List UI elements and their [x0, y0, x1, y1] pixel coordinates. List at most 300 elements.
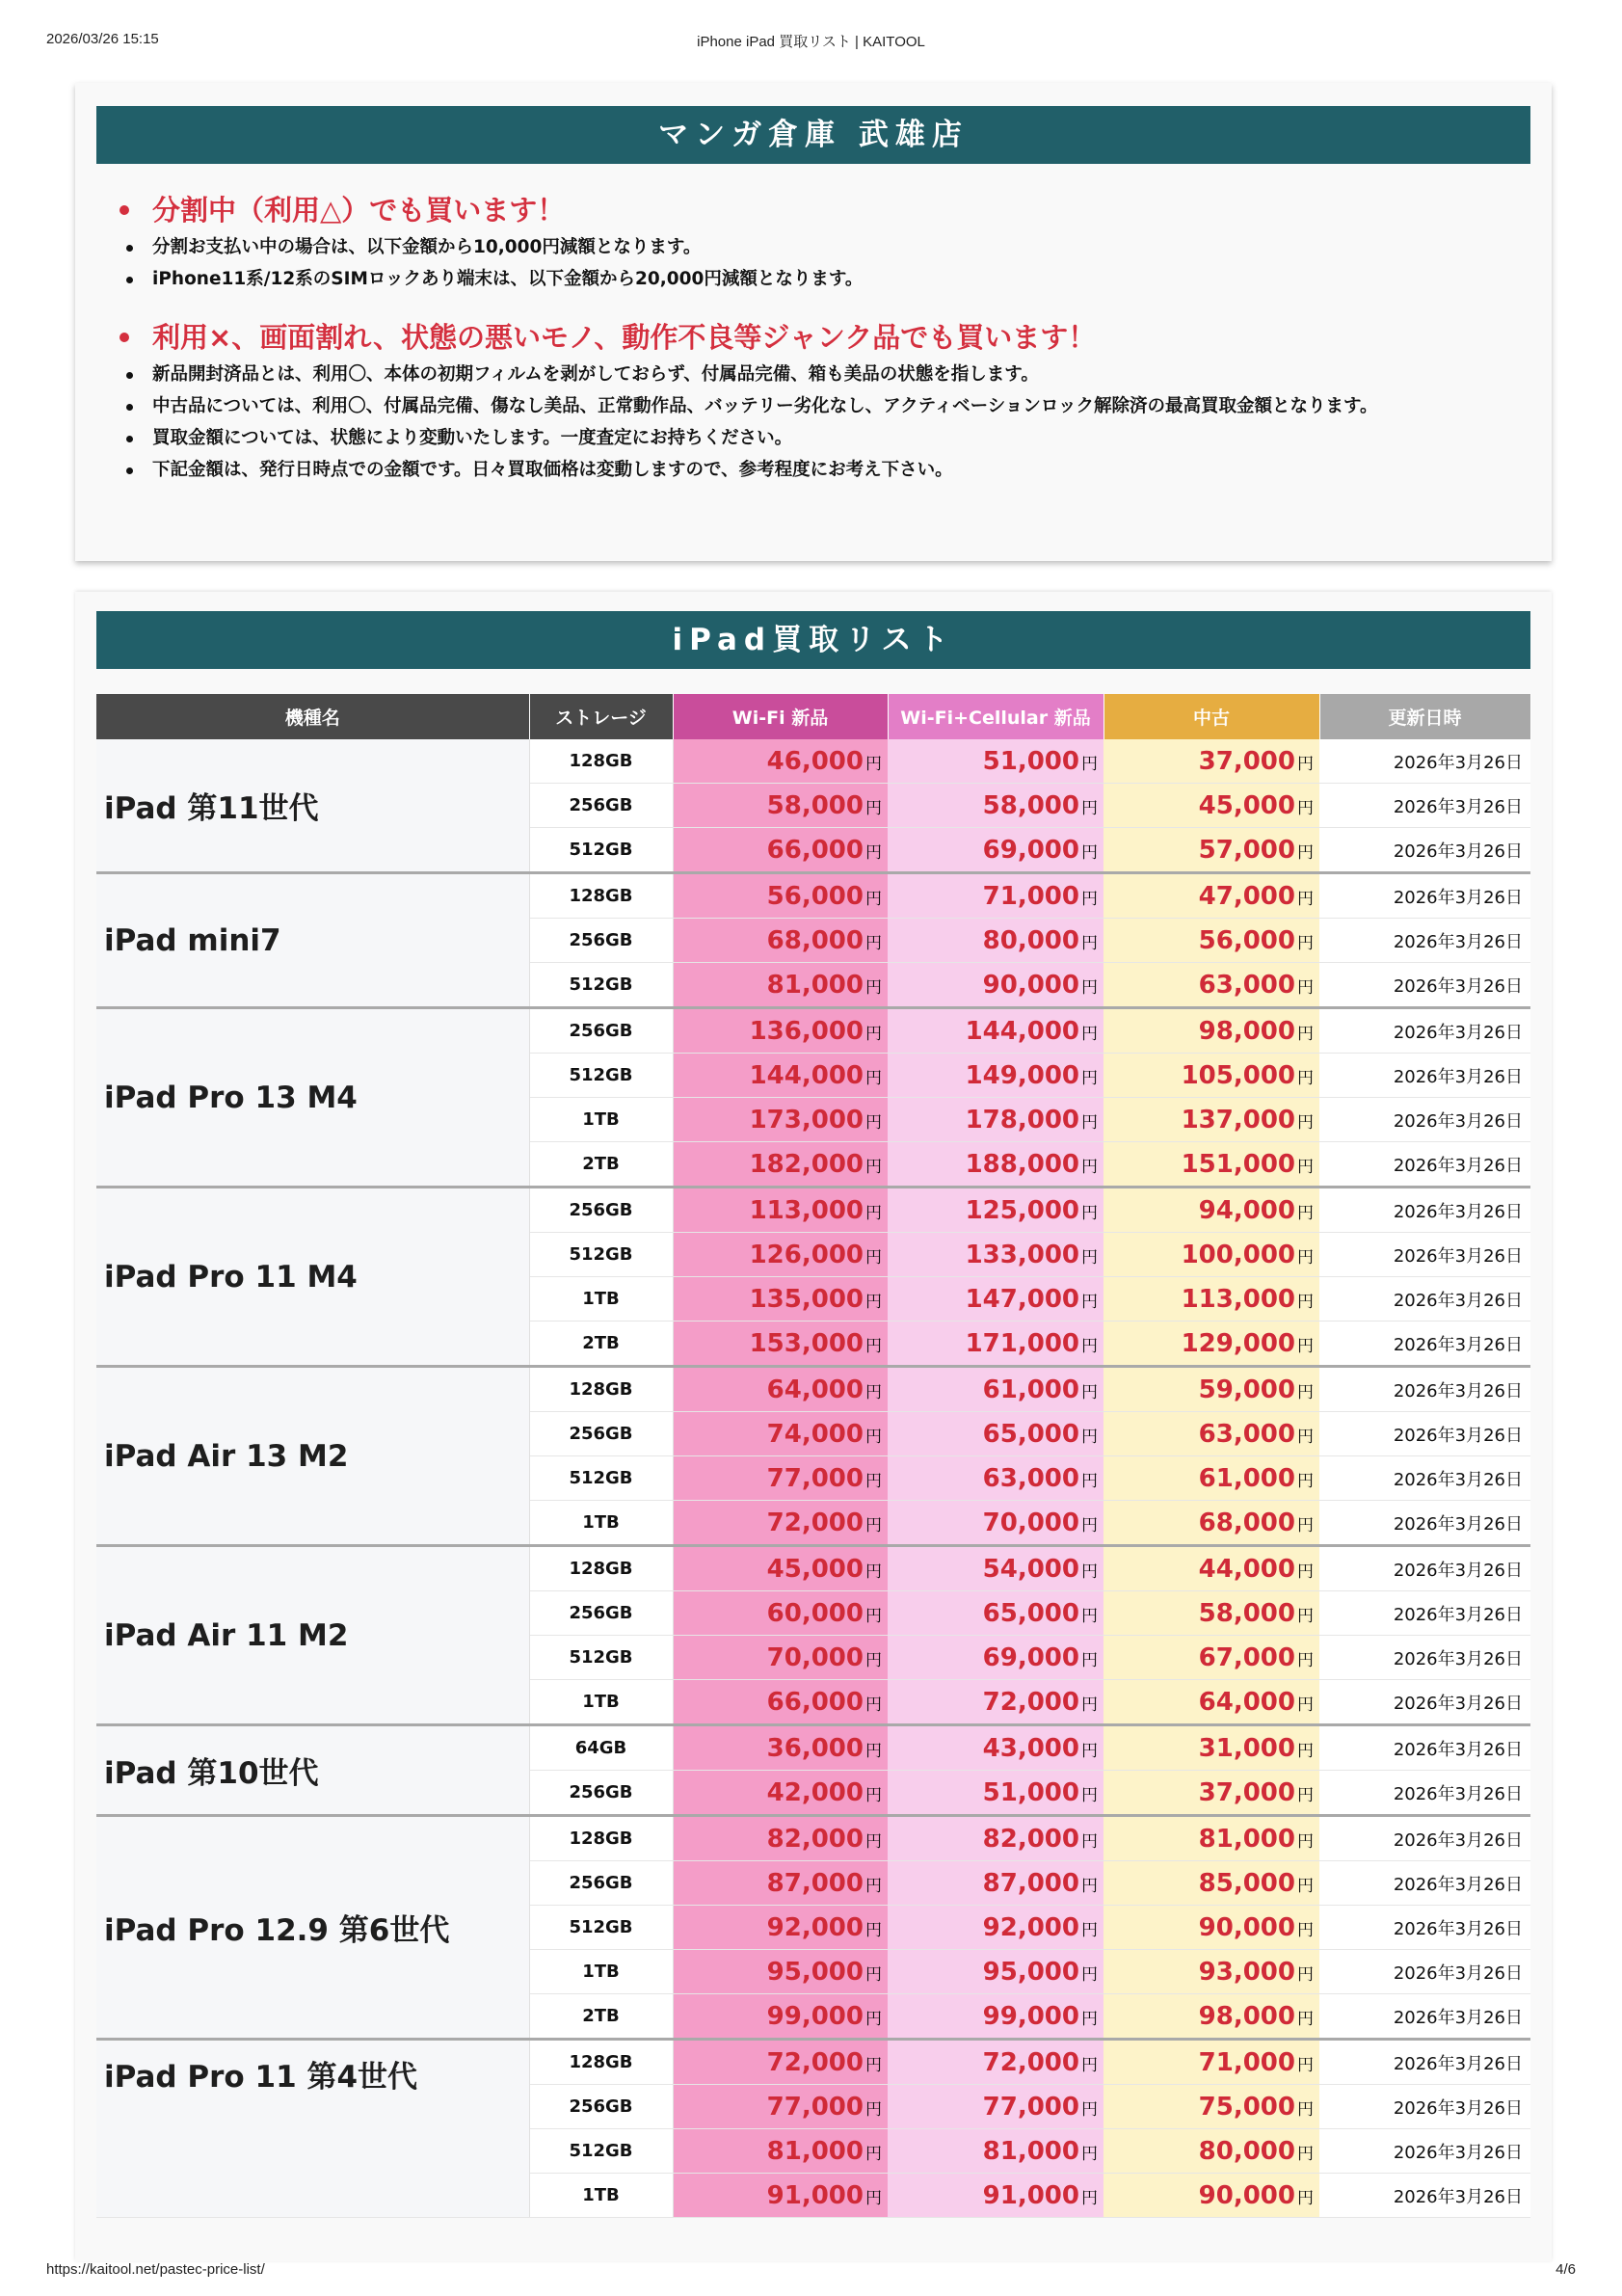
storage-capacity: 256GB	[529, 784, 673, 828]
cellular-new-price	[888, 2085, 1103, 2129]
currency-unit: 円	[865, 977, 882, 998]
wifi-new-price	[673, 1188, 888, 1233]
price-value: 92,000	[982, 1912, 1079, 1942]
currency-unit: 円	[1297, 1964, 1314, 1985]
cellular-new-price	[888, 1725, 1103, 1771]
currency-unit: 円	[1297, 842, 1314, 863]
currency-unit: 円	[1081, 754, 1098, 774]
price-value: 94,000	[1198, 1195, 1295, 1225]
currency-unit: 円	[1081, 2099, 1098, 2120]
used-price	[1103, 1098, 1319, 1142]
currency-unit: 円	[1297, 1112, 1314, 1133]
price-value: 149,000	[965, 1060, 1079, 1090]
storage-capacity: 2TB	[529, 1142, 673, 1188]
table-row	[96, 1367, 1530, 1412]
storage-capacity: 512GB	[529, 1906, 673, 1950]
price-value: 58,000	[766, 790, 864, 820]
price-value: 178,000	[965, 1105, 1079, 1135]
storage-capacity: 256GB	[529, 1412, 673, 1456]
price-value: 133,000	[965, 1240, 1079, 1269]
currency-unit: 円	[1081, 1785, 1098, 1805]
cellular-new-price	[888, 1412, 1103, 1456]
price-value: 95,000	[766, 1957, 864, 1987]
used-price	[1103, 2040, 1319, 2085]
storage-capacity: 256GB	[529, 1008, 673, 1054]
used-price	[1103, 1725, 1319, 1771]
used-price	[1103, 1950, 1319, 1994]
price-value: 182,000	[749, 1149, 864, 1179]
storage-capacity: 256GB	[529, 1188, 673, 1233]
currency-unit: 円	[865, 1247, 882, 1268]
price-value: 81,000	[766, 970, 864, 1000]
price-value: 135,000	[749, 1284, 864, 1314]
cellular-new-price	[888, 1994, 1103, 2040]
price-value: 58,000	[1198, 1598, 1295, 1628]
currency-unit: 円	[1297, 933, 1314, 953]
storage-capacity: 256GB	[529, 1771, 673, 1816]
storage-capacity: 256GB	[529, 1861, 673, 1906]
model-name: iPad mini7	[96, 873, 529, 1008]
used-price	[1103, 2129, 1319, 2174]
wifi-new-price	[673, 1861, 888, 1906]
wifi-new-price	[673, 1098, 888, 1142]
price-value: 82,000	[766, 1824, 864, 1854]
price-value: 151,000	[1181, 1149, 1295, 1179]
ipad-list-heading: iPad買取リスト	[96, 611, 1530, 669]
cellular-new-price	[888, 1950, 1103, 1994]
price-value: 90,000	[1198, 1912, 1295, 1942]
storage-capacity: 256GB	[529, 1591, 673, 1636]
wifi-new-price	[673, 1771, 888, 1816]
price-value: 80,000	[1198, 2136, 1295, 2166]
currency-unit: 円	[865, 1785, 882, 1805]
currency-unit: 円	[1081, 1650, 1098, 1670]
wifi-new-price	[673, 784, 888, 828]
price-value: 68,000	[1198, 1508, 1295, 1537]
storage-capacity: 1TB	[529, 2174, 673, 2218]
cellular-new-price	[888, 1501, 1103, 1546]
storage-capacity: 256GB	[529, 2085, 673, 2129]
updated-date: 2026年3月26日	[1319, 784, 1530, 828]
used-price	[1103, 739, 1319, 784]
used-price	[1103, 784, 1319, 828]
updated-date: 2026年3月26日	[1319, 2129, 1530, 2174]
price-value: 37,000	[1198, 1777, 1295, 1807]
cellular-new-price	[888, 919, 1103, 963]
currency-unit: 円	[1081, 1562, 1098, 1582]
price-value: 71,000	[1198, 2047, 1295, 2077]
storage-capacity: 512GB	[529, 828, 673, 873]
model-name: iPad 第11世代	[96, 739, 529, 873]
currency-unit: 円	[1081, 1427, 1098, 1447]
cellular-new-price	[888, 1233, 1103, 1277]
currency-unit: 円	[865, 1427, 882, 1447]
price-value: 98,000	[1198, 1016, 1295, 1046]
header-cellular-new: Wi-Fi+Cellular 新品	[888, 694, 1103, 739]
header-wifi-new: Wi-Fi 新品	[673, 694, 888, 739]
updated-date: 2026年3月26日	[1319, 1771, 1530, 1816]
currency-unit: 円	[1081, 1247, 1098, 1268]
store-name-heading: マンガ倉庫 武雄店	[96, 106, 1530, 164]
cellular-new-price	[888, 1277, 1103, 1322]
cellular-new-price	[888, 1098, 1103, 1142]
storage-capacity: 2TB	[529, 1322, 673, 1367]
price-value: 51,000	[982, 746, 1079, 776]
updated-date: 2026年3月26日	[1319, 1636, 1530, 1680]
price-value: 61,000	[1198, 1463, 1295, 1493]
price-value: 144,000	[965, 1016, 1079, 1046]
cellular-new-price	[888, 2040, 1103, 2085]
model-name: iPad Pro 11 第4世代	[96, 2040, 529, 2218]
currency-unit: 円	[1297, 1741, 1314, 1761]
storage-capacity: 128GB	[529, 873, 673, 919]
note-item: 新品開封済品とは、利用〇、本体の初期フィルムを剥がしておらず、付属品完備、箱も美品の状態を指します。	[96, 359, 1532, 390]
table-row	[96, 873, 1530, 919]
currency-unit: 円	[1081, 2055, 1098, 2075]
updated-date: 2026年3月26日	[1319, 1725, 1530, 1771]
used-price	[1103, 1277, 1319, 1322]
price-value: 77,000	[982, 2092, 1079, 2122]
price-value: 98,000	[1198, 2001, 1295, 2031]
price-value: 90,000	[1198, 2180, 1295, 2210]
currency-unit: 円	[1081, 1112, 1098, 1133]
currency-unit: 円	[865, 1562, 882, 1582]
wifi-new-price	[673, 2040, 888, 2085]
updated-date: 2026年3月26日	[1319, 1591, 1530, 1636]
price-value: 188,000	[965, 1149, 1079, 1179]
header-used: 中古	[1103, 694, 1319, 739]
currency-unit: 円	[865, 1964, 882, 1985]
currency-unit: 円	[1297, 1695, 1314, 1715]
cellular-new-price	[888, 1546, 1103, 1591]
price-value: 91,000	[982, 2180, 1079, 2210]
price-value: 64,000	[1198, 1687, 1295, 1717]
price-value: 63,000	[982, 1463, 1079, 1493]
wifi-new-price	[673, 1546, 888, 1591]
price-value: 99,000	[766, 2001, 864, 2031]
currency-unit: 円	[865, 2144, 882, 2164]
price-value: 66,000	[766, 1687, 864, 1717]
price-value: 72,000	[982, 2047, 1079, 2077]
currency-unit: 円	[865, 1831, 882, 1852]
currency-unit: 円	[1297, 754, 1314, 774]
currency-unit: 円	[865, 1741, 882, 1761]
currency-unit: 円	[1297, 889, 1314, 909]
used-price	[1103, 1501, 1319, 1546]
cellular-new-price	[888, 1816, 1103, 1861]
currency-unit: 円	[1297, 1471, 1314, 1491]
updated-date: 2026年3月26日	[1319, 873, 1530, 919]
currency-unit: 円	[1081, 842, 1098, 863]
wifi-new-price	[673, 1725, 888, 1771]
updated-date: 2026年3月26日	[1319, 1277, 1530, 1322]
storage-capacity: 128GB	[529, 1367, 673, 1412]
updated-date: 2026年3月26日	[1319, 1861, 1530, 1906]
currency-unit: 円	[1081, 1203, 1098, 1223]
currency-unit: 円	[865, 2055, 882, 2075]
price-value: 75,000	[1198, 2092, 1295, 2122]
wifi-new-price	[673, 2085, 888, 2129]
used-price	[1103, 1636, 1319, 1680]
cellular-new-price	[888, 1591, 1103, 1636]
cellular-new-price	[888, 828, 1103, 873]
used-price	[1103, 1054, 1319, 1098]
currency-unit: 円	[1081, 1695, 1098, 1715]
wifi-new-price	[673, 1591, 888, 1636]
cellular-new-price	[888, 873, 1103, 919]
currency-unit: 円	[865, 1876, 882, 1896]
wifi-new-price	[673, 828, 888, 873]
currency-unit: 円	[865, 2099, 882, 2120]
currency-unit: 円	[1297, 1068, 1314, 1088]
updated-date: 2026年3月26日	[1319, 2040, 1530, 2085]
used-price	[1103, 1591, 1319, 1636]
updated-date: 2026年3月26日	[1319, 1680, 1530, 1725]
price-value: 92,000	[766, 1912, 864, 1942]
price-value: 63,000	[1198, 1419, 1295, 1449]
updated-date: 2026年3月26日	[1319, 1994, 1530, 2040]
currency-unit: 円	[1081, 2188, 1098, 2208]
model-name: iPad Pro 11 M4	[96, 1188, 529, 1367]
storage-capacity: 512GB	[529, 1054, 673, 1098]
wifi-new-price	[673, 1906, 888, 1950]
print-url: https://kaitool.net/pastec-price-list/	[46, 2261, 265, 2278]
currency-unit: 円	[1297, 1247, 1314, 1268]
currency-unit: 円	[1081, 933, 1098, 953]
storage-capacity: 256GB	[529, 919, 673, 963]
price-value: 81,000	[982, 2136, 1079, 2166]
note-item: 買取金額については、状態により変動いたします。一度査定にお持ちください。	[96, 422, 1532, 454]
wifi-new-price	[673, 1142, 888, 1188]
currency-unit: 円	[1297, 2188, 1314, 2208]
updated-date: 2026年3月26日	[1319, 739, 1530, 784]
price-value: 65,000	[982, 1419, 1079, 1449]
used-price	[1103, 1233, 1319, 1277]
currency-unit: 円	[1297, 1876, 1314, 1896]
price-value: 171,000	[965, 1328, 1079, 1358]
currency-unit: 円	[1081, 1831, 1098, 1852]
wifi-new-price	[673, 1322, 888, 1367]
price-value: 147,000	[965, 1284, 1079, 1314]
print-title: iPhone iPad 買取リスト | KAITOOL	[697, 34, 925, 50]
price-value: 81,000	[766, 2136, 864, 2166]
price-value: 77,000	[766, 1463, 864, 1493]
used-price	[1103, 963, 1319, 1008]
price-value: 45,000	[1198, 790, 1295, 820]
price-value: 61,000	[982, 1375, 1079, 1404]
note-item: 中古品については、利用〇、付属品完備、傷なし美品、正常動作品、バッテリー劣化なし、アクティベーションロック解除済の最高買取金額となります。	[96, 390, 1532, 422]
ipad-price-panel	[75, 592, 1552, 2261]
updated-date: 2026年3月26日	[1319, 1456, 1530, 1501]
price-value: 65,000	[982, 1598, 1079, 1628]
currency-unit: 円	[865, 933, 882, 953]
currency-unit: 円	[865, 1650, 882, 1670]
currency-unit: 円	[865, 2188, 882, 2208]
price-value: 36,000	[766, 1733, 864, 1763]
currency-unit: 円	[1081, 977, 1098, 998]
currency-unit: 円	[1297, 1024, 1314, 1044]
currency-unit: 円	[1297, 1606, 1314, 1626]
updated-date: 2026年3月26日	[1319, 1188, 1530, 1233]
currency-unit: 円	[1297, 798, 1314, 818]
price-value: 113,000	[749, 1195, 864, 1225]
price-value: 87,000	[982, 1868, 1079, 1898]
price-value: 70,000	[982, 1508, 1079, 1537]
currency-unit: 円	[1081, 1964, 1098, 1985]
price-value: 81,000	[1198, 1824, 1295, 1854]
updated-date: 2026年3月26日	[1319, 1054, 1530, 1098]
cellular-new-price	[888, 1142, 1103, 1188]
currency-unit: 円	[865, 1068, 882, 1088]
cellular-new-price	[888, 739, 1103, 784]
cellular-new-price	[888, 1367, 1103, 1412]
currency-unit: 円	[1297, 1920, 1314, 1940]
storage-capacity: 1TB	[529, 1680, 673, 1725]
storage-capacity: 512GB	[529, 2129, 673, 2174]
price-value: 105,000	[1181, 1060, 1295, 1090]
updated-date: 2026年3月26日	[1319, 828, 1530, 873]
wifi-new-price	[673, 1680, 888, 1725]
used-price	[1103, 1771, 1319, 1816]
price-value: 82,000	[982, 1824, 1079, 1854]
currency-unit: 円	[1297, 2009, 1314, 2029]
cellular-new-price	[888, 1636, 1103, 1680]
updated-date: 2026年3月26日	[1319, 2174, 1530, 2218]
print-datetime: 2026/03/26 15:15	[46, 31, 159, 47]
currency-unit: 円	[865, 1695, 882, 1715]
updated-date: 2026年3月26日	[1319, 1142, 1530, 1188]
price-value: 64,000	[766, 1375, 864, 1404]
price-value: 87,000	[766, 1868, 864, 1898]
currency-unit: 円	[1081, 2009, 1098, 2029]
wifi-new-price	[673, 2129, 888, 2174]
currency-unit: 円	[1297, 1562, 1314, 1582]
cellular-new-price	[888, 1771, 1103, 1816]
storage-capacity: 2TB	[529, 1994, 673, 2040]
used-price	[1103, 1994, 1319, 2040]
updated-date: 2026年3月26日	[1319, 1233, 1530, 1277]
currency-unit: 円	[865, 1515, 882, 1535]
wifi-new-price	[673, 1636, 888, 1680]
storage-capacity: 128GB	[529, 1816, 673, 1861]
used-price	[1103, 1188, 1319, 1233]
ipad-price-table	[96, 694, 1531, 2218]
currency-unit: 円	[865, 1336, 882, 1356]
note-item: 分割お支払い中の場合は、以下金額から10,000円減額となります。	[96, 231, 1532, 263]
price-value: 136,000	[749, 1016, 864, 1046]
table-row	[96, 1816, 1530, 1861]
updated-date: 2026年3月26日	[1319, 1008, 1530, 1054]
price-value: 137,000	[1181, 1105, 1295, 1135]
used-price	[1103, 919, 1319, 963]
cellular-new-price	[888, 1188, 1103, 1233]
price-value: 129,000	[1181, 1328, 1295, 1358]
price-value: 46,000	[766, 746, 864, 776]
cellular-new-price	[888, 784, 1103, 828]
updated-date: 2026年3月26日	[1319, 1950, 1530, 1994]
storage-capacity: 1TB	[529, 1098, 673, 1142]
price-value: 71,000	[982, 881, 1079, 911]
used-price	[1103, 1456, 1319, 1501]
wifi-new-price	[673, 1816, 888, 1861]
wifi-new-price	[673, 2174, 888, 2218]
storage-capacity: 1TB	[529, 1950, 673, 1994]
table-row	[96, 1008, 1530, 1054]
updated-date: 2026年3月26日	[1319, 1906, 1530, 1950]
wifi-new-price	[673, 963, 888, 1008]
note-item: iPhone11系/12系のSIMロックあり端末は、以下金額から20,000円減額となります。	[96, 263, 1532, 295]
header-updated: 更新日時	[1319, 694, 1530, 739]
currency-unit: 円	[865, 798, 882, 818]
storage-capacity: 512GB	[529, 1456, 673, 1501]
price-value: 69,000	[982, 835, 1079, 865]
purchase-notes-list	[96, 189, 1532, 486]
model-name: iPad Pro 13 M4	[96, 1008, 529, 1188]
wifi-new-price	[673, 1950, 888, 1994]
updated-date: 2026年3月26日	[1319, 919, 1530, 963]
cellular-new-price	[888, 1322, 1103, 1367]
storage-capacity: 1TB	[529, 1277, 673, 1322]
currency-unit: 円	[865, 889, 882, 909]
cellular-new-price	[888, 1054, 1103, 1098]
header-model: 機種名	[96, 694, 529, 739]
price-value: 54,000	[982, 1554, 1079, 1584]
price-value: 153,000	[749, 1328, 864, 1358]
price-value: 45,000	[766, 1554, 864, 1584]
cellular-new-price	[888, 1008, 1103, 1054]
model-name: iPad Air 11 M2	[96, 1546, 529, 1725]
updated-date: 2026年3月26日	[1319, 1367, 1530, 1412]
used-price	[1103, 828, 1319, 873]
price-value: 100,000	[1181, 1240, 1295, 1269]
price-value: 63,000	[1198, 970, 1295, 1000]
wifi-new-price	[673, 873, 888, 919]
price-value: 72,000	[982, 1687, 1079, 1717]
used-price	[1103, 1367, 1319, 1412]
currency-unit: 円	[865, 1471, 882, 1491]
currency-unit: 円	[865, 1024, 882, 1044]
price-value: 59,000	[1198, 1375, 1295, 1404]
currency-unit: 円	[1297, 1427, 1314, 1447]
price-value: 51,000	[982, 1777, 1079, 1807]
currency-unit: 円	[865, 1157, 882, 1177]
price-value: 60,000	[766, 1598, 864, 1628]
currency-unit: 円	[1297, 2099, 1314, 2120]
currency-unit: 円	[1081, 1068, 1098, 1088]
currency-unit: 円	[865, 1382, 882, 1402]
price-value: 67,000	[1198, 1642, 1295, 1672]
price-value: 93,000	[1198, 1957, 1295, 1987]
model-name: iPad 第10世代	[96, 1725, 529, 1816]
used-price	[1103, 1008, 1319, 1054]
used-price	[1103, 1906, 1319, 1950]
price-value: 68,000	[766, 925, 864, 955]
note-item: 下記金額は、発行日時点での金額です。日々買取価格は変動しますので、参考程度にお考え下さい。	[96, 454, 1532, 486]
cellular-new-price	[888, 2174, 1103, 2218]
price-value: 90,000	[982, 970, 1079, 1000]
wifi-new-price	[673, 1277, 888, 1322]
currency-unit: 円	[1297, 1157, 1314, 1177]
currency-unit: 円	[1297, 1292, 1314, 1312]
wifi-new-price	[673, 739, 888, 784]
price-value: 99,000	[982, 2001, 1079, 2031]
table-row	[96, 1546, 1530, 1591]
currency-unit: 円	[1081, 1515, 1098, 1535]
storage-capacity: 512GB	[529, 1636, 673, 1680]
price-value: 95,000	[982, 1957, 1079, 1987]
currency-unit: 円	[1297, 1382, 1314, 1402]
used-price	[1103, 1680, 1319, 1725]
